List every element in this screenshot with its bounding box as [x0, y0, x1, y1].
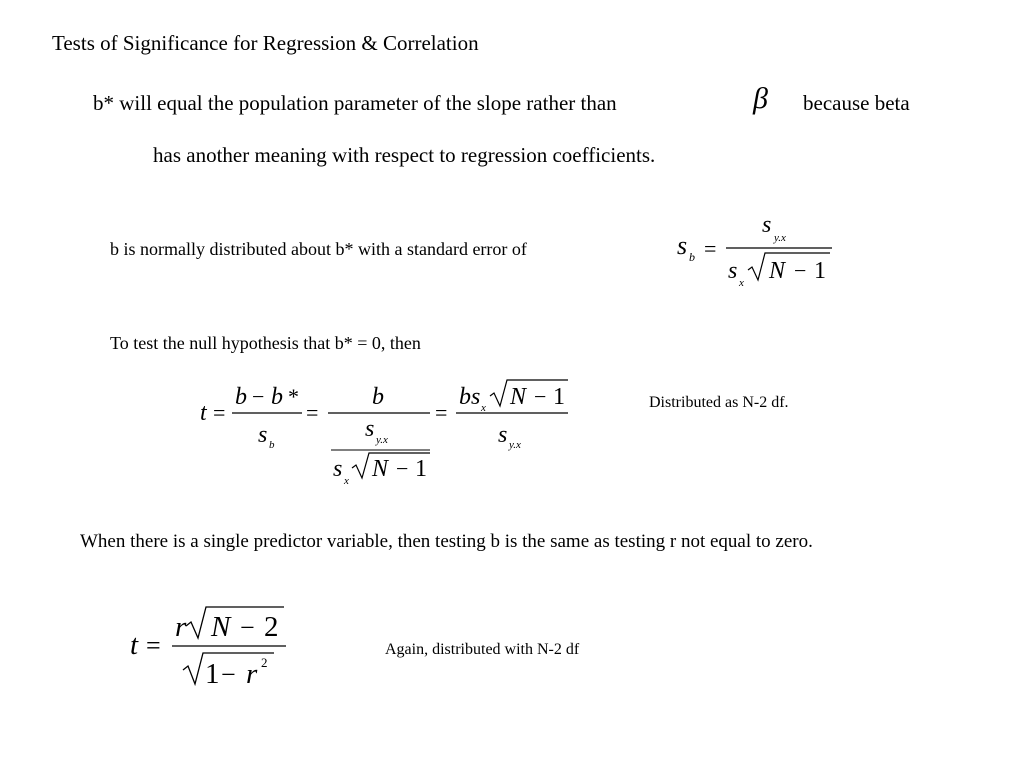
formula1-den-sub: x — [739, 277, 744, 289]
formula2-equals-1: = — [213, 400, 226, 425]
formula2-t: t — [200, 400, 207, 426]
formula1-one: 1 — [814, 258, 826, 284]
formula1-sub-b: b — [689, 250, 695, 264]
formula1-s: s — [677, 231, 688, 260]
standard-error-formula — [677, 212, 832, 289]
single-predictor-statement: When there is a single predictor variable, then testing b is the same as testing r not equal to zero. — [80, 531, 813, 552]
formula2-num-bstar: b — [271, 384, 283, 410]
formula3-N: N — [211, 611, 231, 643]
formula2-num-b: b — [235, 384, 247, 410]
formula2-mid-s: s — [365, 416, 375, 442]
formula2-mid-num-b: b — [372, 384, 384, 410]
standard-error-statement: b is normally distributed about b* with a standard error of — [110, 239, 527, 259]
formula2-mid-minus: − — [396, 456, 409, 481]
formula2-right-sub-x: x — [481, 402, 486, 414]
formula3-equals: = — [146, 631, 161, 660]
formula1-N: N — [769, 258, 786, 284]
formula2-mid-N: N — [372, 456, 389, 482]
formula2-right-one: 1 — [553, 384, 565, 410]
formula2-den-s: s — [258, 422, 268, 448]
formula2-right-den-s: s — [498, 422, 508, 448]
slide-title: Tests of Significance for Regression & Correlation — [52, 31, 479, 55]
formula3-den-minus: − — [221, 660, 236, 689]
formula3-t: t — [130, 629, 139, 661]
formula3-two: 2 — [264, 611, 279, 643]
formula2-right-N: N — [510, 384, 527, 410]
formula2-num-star: * — [288, 384, 299, 409]
formula2-equals-2: = — [306, 400, 319, 425]
formula2-mid-one: 1 — [415, 456, 427, 482]
null-hypothesis-statement: To test the null hypothesis that b* = 0, then — [110, 333, 421, 353]
correlation-t-formula — [130, 607, 286, 690]
formula2-right-b: b — [459, 384, 471, 410]
formula1-minus: − — [794, 258, 807, 283]
formula3-r: r — [175, 611, 187, 643]
formula1-num-s: s — [762, 212, 772, 238]
formula3-den-r: r — [246, 658, 258, 690]
formula2-right-s: s — [471, 384, 481, 410]
formula2-num-minus: − — [252, 384, 265, 409]
formula2-mid-den-sub-x: x — [344, 475, 349, 487]
formula3-one: 1 — [205, 658, 220, 690]
formula2-right-minus: − — [534, 384, 547, 409]
beta-explanation-line-1-end: because beta — [803, 91, 910, 115]
formula2-mid-sub-yx: y.x — [376, 434, 388, 446]
df-note-2: Again, distributed with N-2 df — [385, 641, 580, 658]
formula3-minus: − — [240, 613, 255, 642]
df-note-1: Distributed as N-2 df. — [649, 394, 789, 411]
formula2-right-den-sub: y.x — [509, 439, 521, 451]
formula1-equals: = — [704, 236, 717, 261]
formula2-den-sub-b: b — [269, 439, 275, 451]
formula2-equals-3: = — [435, 400, 448, 425]
beta-explanation-line-2: has another meaning with respect to regression coefficients. — [153, 143, 656, 167]
formula1-num-sub: y.x — [774, 232, 786, 244]
formula1-den-s: s — [728, 258, 738, 284]
beta-symbol: β — [753, 82, 768, 115]
formula2-mid-den-s: s — [333, 456, 343, 482]
beta-explanation-line-1: b* will equal the population parameter of the slope rather than — [93, 91, 617, 115]
t-test-formula — [200, 380, 568, 487]
formula3-sup-2: 2 — [261, 655, 268, 670]
